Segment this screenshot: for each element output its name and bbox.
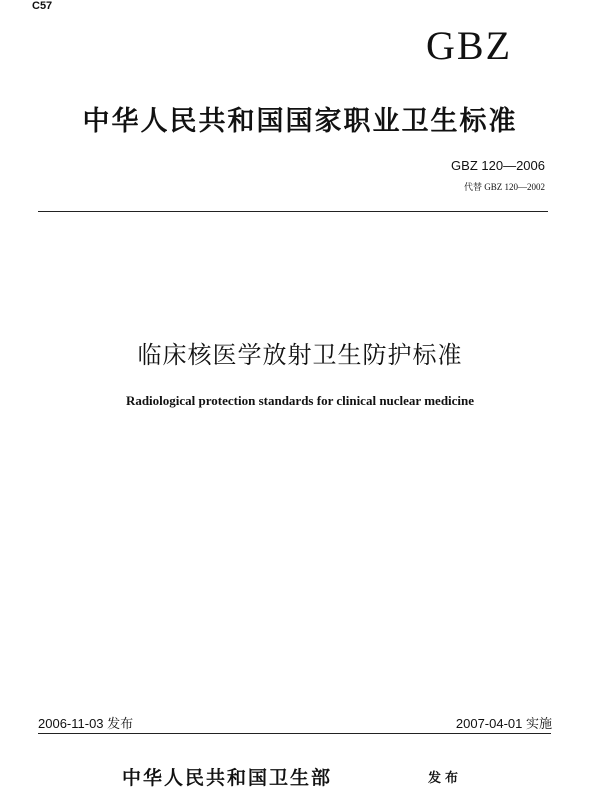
issuer-heading: 中华人民共和国国家职业卫生标准 [82, 106, 518, 137]
publish-label: 发布 [428, 771, 463, 786]
classification-code: C57 [32, 0, 53, 12]
document-title-english: Radiological protection standards for clinical nuclear medicine [125, 393, 475, 408]
publisher-name: 中华人民共和国卫生部 [122, 767, 333, 789]
implementation-date: 2007-04-01 实施 [455, 716, 552, 731]
issue-date: 2006-11-03 发布 [38, 716, 134, 731]
standard-number: GBZ 120—2006 [451, 158, 545, 173]
footer-divider [38, 733, 551, 734]
gbz-logo: GBZ [426, 23, 512, 68]
document-title-chinese: 临床核医学放射卫生防护标准 [137, 341, 463, 369]
header-divider [38, 211, 548, 212]
replaces-note: 代替 GBZ 120—2002 [463, 182, 545, 192]
